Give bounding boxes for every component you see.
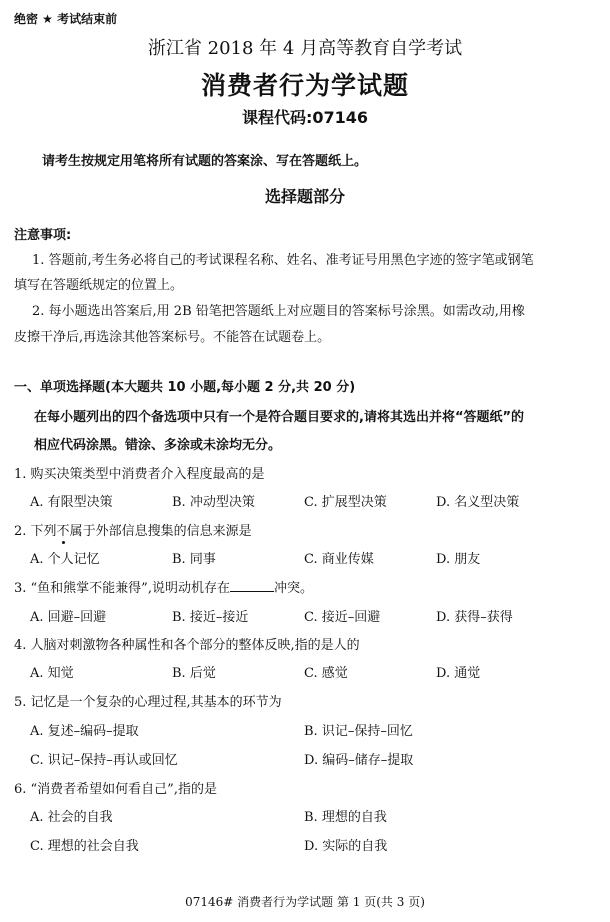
part-1-desc-line-2: 相应代码涂黑。错涂、多涂或未涂均无分。	[34, 438, 282, 453]
section-title: 选择题部分	[264, 187, 345, 206]
question-3-option-b: B. 接近–接近	[172, 610, 249, 625]
note-1-line-1: 1. 答题前,考生务必将自己的考试课程名称、姓名、准考证号用黑色字迹的签字笔或钢笔	[32, 253, 534, 268]
question-3-option-a: A. 回避–回避	[30, 610, 107, 625]
notes-heading: 注意事项:	[14, 228, 72, 243]
question-4-option-d: D. 通觉	[436, 666, 481, 681]
question-1-option-b: B. 冲动型决策	[172, 495, 255, 510]
paper-title: 消费者行为学试题	[200, 71, 409, 100]
question-4-option-a: A. 知觉	[30, 666, 74, 681]
question-4-stem: 4. 人脑对刺激物各种属性和各个部分的整体反映,指的是人的	[14, 638, 360, 653]
question-6-option-d: D. 实际的自我	[304, 839, 388, 854]
question-2-option-d: D. 朋友	[436, 552, 481, 567]
question-1-option-a: A. 有限型决策	[30, 495, 113, 510]
part-1-title: 一、单项选择题(本大题共 10 小题,每小题 2 分,共 20 分)	[14, 380, 356, 395]
question-2-option-b: B. 同事	[172, 552, 216, 567]
question-1-option-c: C. 扩展型决策	[304, 495, 387, 510]
question-2-option-c: C. 商业传媒	[304, 552, 374, 567]
question-3-option-c: C. 接近–回避	[304, 610, 381, 625]
note-2-line-2: 皮擦干净后,再选涂其他答案标号。不能答在试题卷上。	[14, 330, 331, 345]
question-6-option-a: A. 社会的自我	[30, 810, 113, 825]
page-footer: 07146# 消费者行为学试题 第 1 页(共 3 页)	[185, 895, 425, 909]
part-1-desc-line-1: 在每小题列出的四个备选项中只有一个是符合题目要求的,请将其选出并将“答题纸”的	[34, 410, 525, 425]
question-5-option-d: D. 编码–储存–提取	[304, 753, 414, 768]
question-5-stem: 5. 记忆是一个复杂的心理过程,其基本的环节为	[14, 695, 282, 710]
question-6-option-c: C. 理想的社会自我	[30, 839, 139, 854]
question-3-stem: 3. “鱼和熊掌不能兼得”,说明动机存在 冲突。	[14, 581, 313, 596]
question-1-stem: 1. 购买决策类型中消费者介入程度最高的是	[14, 467, 265, 482]
question-1-option-d: D. 名义型决策	[436, 495, 520, 510]
question-5-option-c: C. 识记–保持–再认或回忆	[30, 753, 178, 768]
exam-title: 浙江省 2018 年 4 月高等教育自学考试	[147, 38, 463, 59]
emphasis-dot-char: 不	[56, 524, 70, 539]
confidential-mark: 绝密 ★ 考试结束前	[14, 12, 118, 26]
question-4-option-c: C. 感觉	[304, 666, 348, 681]
question-5-option-a: A. 复述–编码–提取	[30, 724, 139, 739]
note-1-line-2: 填写在答题纸规定的位置上。	[14, 278, 184, 293]
question-6-option-b: B. 理想的自我	[304, 810, 387, 825]
note-2-line-1: 2. 每小题选出答案后,用 2B 铅笔把答题纸上对应题目的答案标号涂黑。如需改动,用橡	[32, 304, 525, 319]
question-2-option-a: A. 个人记忆	[30, 552, 100, 567]
question-5-option-b: B. 识记–保持–回忆	[304, 724, 413, 739]
answer-blank	[230, 579, 274, 592]
course-code: 课程代码:07146	[241, 108, 369, 127]
question-3-option-d: D. 获得–获得	[436, 610, 513, 625]
question-4-option-b: B. 后觉	[172, 666, 216, 681]
main-instruction: 请考生按规定用笔将所有试题的答案涂、写在答题纸上。	[42, 154, 368, 169]
question-2-stem: 2. 下列不属于外部信息搜集的信息来源是	[14, 524, 252, 539]
question-6-stem: 6. “消费者希望如何看自己”,指的是	[14, 782, 217, 797]
